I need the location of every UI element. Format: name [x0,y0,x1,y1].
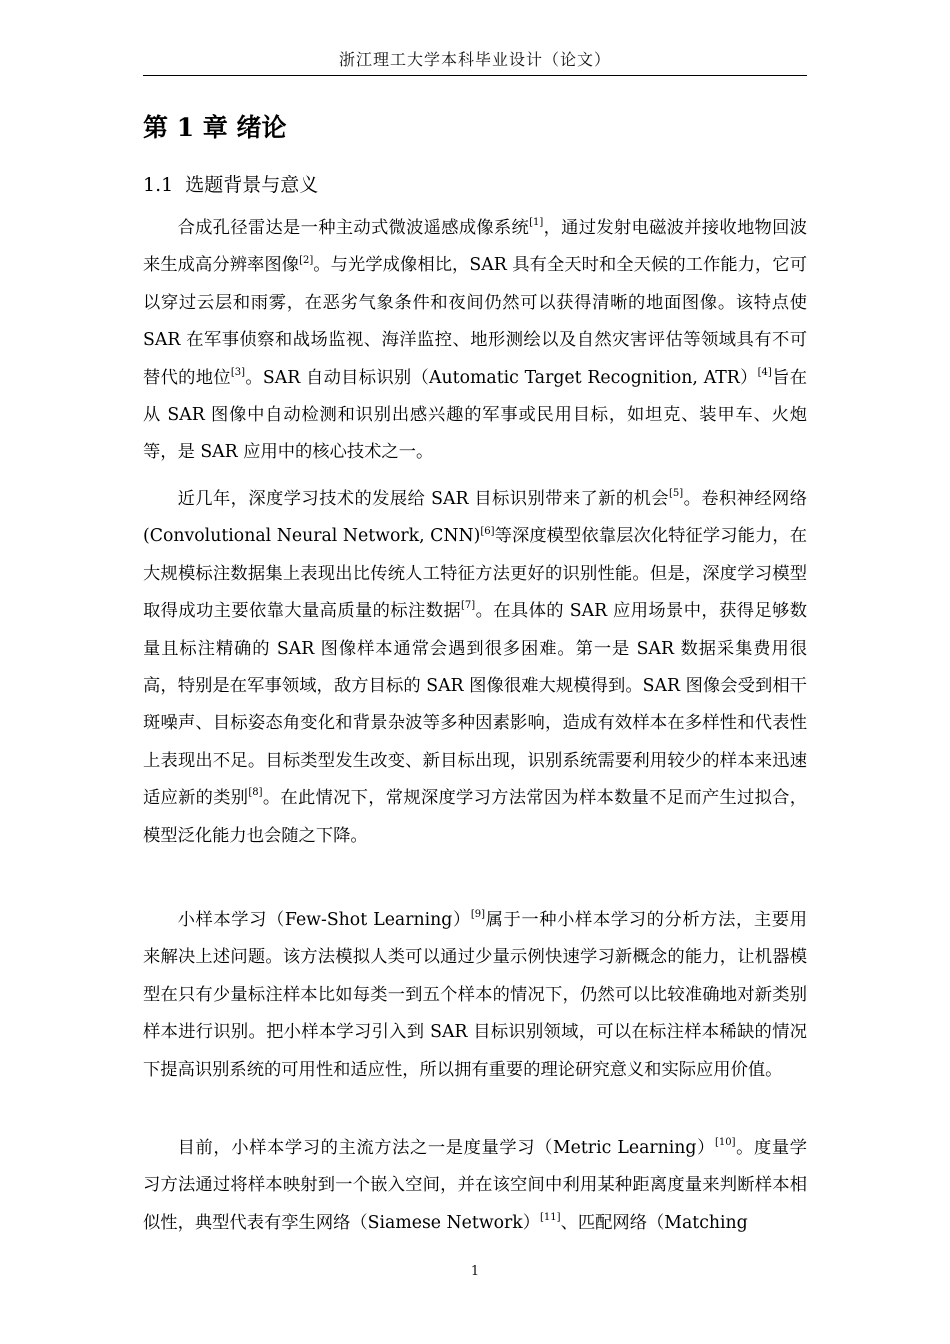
paragraph [143,481,807,855]
citation-ref: [5] [668,488,684,500]
citation-ref: [9] [470,909,486,921]
text-run: 目前，小样本学习的主流方法之一是度量学习（Metric Learning） [177,1138,715,1158]
citation-ref: [6] [480,525,495,537]
text-run: 小样本学习（Few-Shot Learning） [177,910,471,930]
text-run: ，通过发射电磁波并接收地物回波来生成高分辨率图像 [143,218,807,276]
text-run: 等深度模型依靠层次化特征学习能力，在大规模标注数据集上表现出比传统人工特征方法更好的识别性能。但是，深度学习模型取得成功主要依靠大量高质量的标注数据 [143,526,807,622]
citation-ref: [10] [714,1137,736,1149]
citation-ref: [8] [248,787,263,799]
chapter-title: 第 1 章 绪论 [143,113,287,142]
section-heading [143,171,318,199]
citation-ref: [4] [757,366,772,378]
citation-ref: [7] [461,600,476,612]
text-run: 。与光学成像相比，SAR 具有全天时和全天候的工作能力，它可以穿过云层和雨雾，在恶劣气象条件和夜间仍然可以获得清晰的地面图像。该特点使 SAR 在军事侦察和战场监视、海洋监控、地形测绘以及自然灾害评估等领域具有不可替代的地位 [143,255,807,388]
text-run: 。在此情况下，常规深度学习方法常因为样本数量不足而产生过拟合，模型泛化能力也会随之下降。 [143,788,807,846]
text-run: 。SAR 自动目标识别（Automatic Target Recognition, ATR） [245,367,758,388]
paragraph [143,1130,807,1242]
text-run: 合成孔径雷达是一种主动式微波遥感成像系统 [177,218,530,238]
citation-ref: [11] [540,1212,561,1224]
text-run: 。在具体的 SAR 应用场景中，获得足够数量且标注精确的 SAR 图像样本通常会遇到很多困难。第一是 SAR 数据采集费用很高，特别是在军事领域，敌方目标的 SAR 图像很难大规模得到。SAR 图像会受到相干斑噪声、目标姿态角变化和背景杂波等多种因素影响，造成有效样本在多样性和代表性上表现出不足。目标类型发生改变、新目标出现，识别系统需要利用较少的样本来迅速适应新的类别 [143,601,807,809]
paragraph [143,210,807,472]
text-run: 近几年，深度学习技术的发展给 SAR 目标识别带来了新的机会 [177,489,669,509]
text-run: 、匹配网络（Matching [560,1212,748,1233]
text-run: 旨在从 SAR 图像中自动检测和识别出感兴趣的军事或民用目标，如坦克、装甲车、火炮等，是 SAR 应用中的核心技术之一。 [143,367,807,463]
paragraph [143,902,807,1089]
text-run: 属于一种小样本学习的分析方法，主要用来解决上述问题。该方法模拟人类可以通过少量示例快速学习新概念的能力，让机器模型在只有少量标注样本比如每类一到五个样本的情况下，仍然可以比较准确地对新类别样本进行识别。把小样本学习引入到 SAR 目标识别领域，可以在标注样本稀缺的情况下提高识别系统的可用性和适应性，所以拥有重要的理论研究意义和实际应用价值。 [143,910,807,1080]
text-run: 。度量学习方法通过将样本映射到一个嵌入空间，并在该空间中利用某种距离度量来判断样本相似性，典型代表有孪生网络（Siamese Network） [143,1138,807,1233]
section-title: 选题背景与意义 [185,174,319,196]
section-number: 1.1 [143,174,174,196]
text-run: 。卷积神经网络 (Convolutional Neural Network, CNN) [143,489,807,547]
page-number: 1 [470,1264,480,1279]
citation-ref: [3] [230,366,246,378]
running-header: 浙江理工大学本科毕业设计（论文） [338,50,611,69]
citation-ref: [1] [529,217,544,229]
header-rule [143,75,807,76]
citation-ref: [2] [299,254,314,266]
